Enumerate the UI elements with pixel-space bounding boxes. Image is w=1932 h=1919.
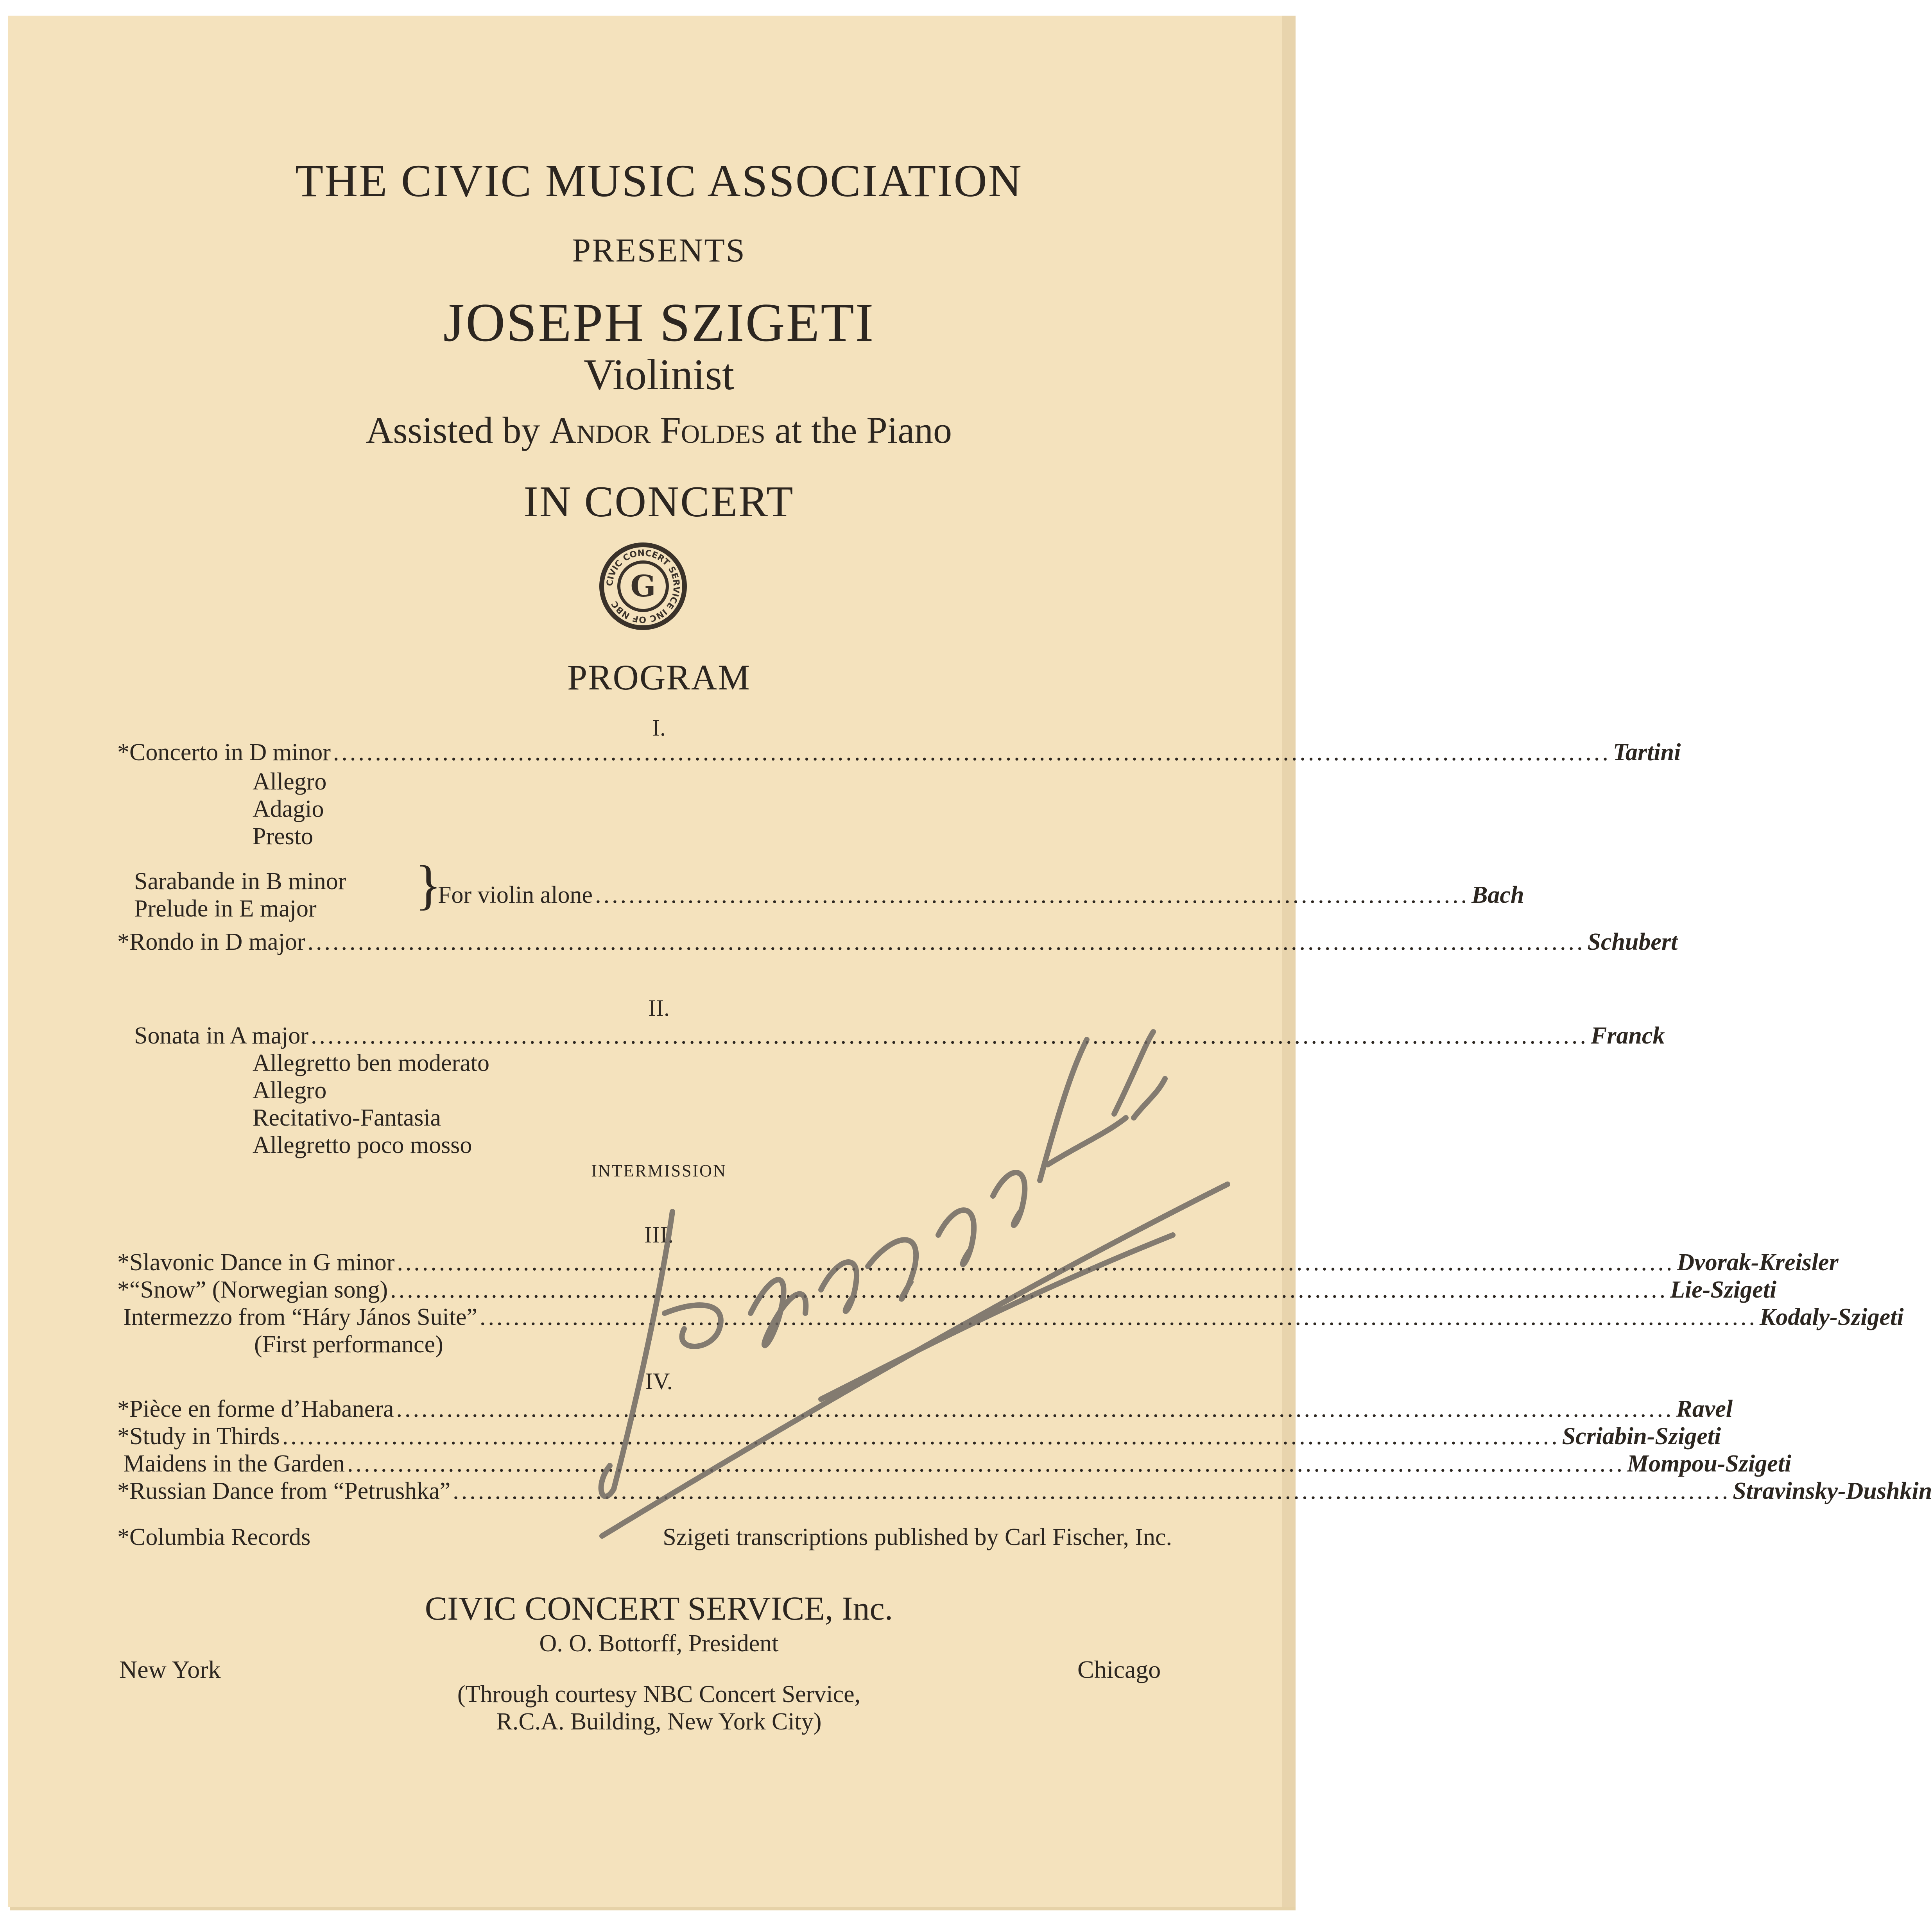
piece-title: *Pièce en forme d’Habanera (117, 1396, 394, 1422)
composer-name: Schubert (1587, 929, 1678, 955)
program-row-snow (117, 1276, 1777, 1304)
city-chicago: Chicago (1077, 1656, 1161, 1683)
piece-title-sarabande: Sarabande in B minor (134, 868, 346, 895)
movement-line: Presto (253, 823, 313, 850)
leader-dots: ........................................................................................................................................................ (307, 929, 1585, 955)
piece-title: Intermezzo from “Háry János Suite” (117, 1304, 478, 1330)
footnote-transcriptions: Szigeti transcriptions published by Carl Fischer, Inc. (663, 1524, 1172, 1550)
composer-name: Dvorak-Kreisler (1677, 1249, 1839, 1276)
composer-name: Franck (1591, 1022, 1665, 1049)
composer-name: Kodaly-Szigeti (1760, 1304, 1904, 1330)
seal-letter: G (630, 569, 656, 603)
piece-title: *Concerto in D minor (117, 739, 331, 766)
composer-name: Scriabin-Szigeti (1562, 1423, 1721, 1450)
leader-dots: ........................................................................................................ (595, 882, 1470, 908)
piece-title: *Slavonic Dance in G minor (117, 1249, 395, 1276)
seal-ring-text: CIVIC CONCERT SERVICE INC OF NBC (605, 548, 681, 625)
section-one-numeral: I. (652, 715, 666, 741)
program-heading: PROGRAM (567, 657, 751, 697)
piece-title: *“Snow” (Norwegian song) (117, 1276, 388, 1303)
program-row-habanera (117, 1395, 1733, 1423)
piece-title: Maidens in the Garden (117, 1450, 345, 1477)
movement-line: Adagio (253, 796, 324, 822)
movement-line: Allegro (253, 768, 327, 795)
program-row-study (117, 1423, 1721, 1451)
accompanist-name: Andor Foldes (549, 409, 765, 451)
section-four-numeral: IV. (645, 1368, 673, 1394)
leader-dots: ........................................................................................................................................................ (282, 1423, 1560, 1450)
piece-title: *Study in Thirds (117, 1423, 280, 1450)
service-title: CIVIC CONCERT SERVICE, Inc. (425, 1590, 893, 1627)
program-row-sonata (134, 1022, 1665, 1050)
presents-label: PRESENTS (572, 231, 746, 269)
section-two-numeral: II. (648, 995, 670, 1021)
piece-note: For violin alone (438, 882, 593, 908)
composer-name: Bach (1471, 882, 1524, 908)
brace-symbol: } (415, 855, 442, 915)
movement-line: Allegretto poco mosso (253, 1132, 472, 1158)
leader-dots: ........................................................................................................................................................ (453, 1478, 1731, 1504)
program-row-slavonic (117, 1249, 1839, 1277)
section-three-numeral: III. (644, 1222, 674, 1248)
program-row-russian (117, 1477, 1932, 1505)
piece-title: *Rondo in D major (117, 929, 305, 955)
program-row-maidens (117, 1450, 1792, 1478)
service-president: O. O. Bottorff, President (539, 1630, 779, 1657)
piece-note: (First performance) (254, 1331, 443, 1358)
composer-name: Stravinsky-Dushkin (1733, 1478, 1932, 1504)
leader-dots: ........................................................................................................................................................ (480, 1304, 1758, 1330)
composer-name: Tartini (1613, 739, 1681, 766)
leader-dots: ........................................................................................................................................................ (311, 1022, 1589, 1049)
in-concert-heading: IN CONCERT (523, 478, 794, 526)
intermission-label: INTERMISSION (591, 1161, 727, 1180)
piece-title: Sonata in A major (134, 1022, 309, 1049)
program-row-bach (438, 881, 1524, 909)
civic-concert-seal-logo (596, 539, 690, 633)
footnote-columbia: *Columbia Records (117, 1524, 311, 1550)
leader-dots: ........................................................................................................................................................ (333, 739, 1611, 766)
piece-title-prelude: Prelude in E major (134, 895, 317, 922)
leader-dots: ........................................................................................................................................................ (390, 1276, 1668, 1303)
composer-name: Mompou-Szigeti (1627, 1450, 1792, 1477)
artist-name: JOSEPH SZIGETI (443, 292, 875, 353)
composer-name: Lie-Szigeti (1670, 1276, 1777, 1303)
courtesy-line-2: R.C.A. Building, New York City) (496, 1708, 822, 1735)
movement-line: Allegretto ben moderato (253, 1050, 490, 1076)
composer-name: Ravel (1676, 1396, 1733, 1422)
program-row-concerto (117, 739, 1681, 767)
city-new-york: New York (119, 1656, 221, 1683)
assisted-suffix: at the Piano (765, 409, 952, 451)
artist-role: Violinist (583, 351, 735, 399)
association-title: THE CIVIC MUSIC ASSOCIATION (295, 155, 1023, 206)
leader-dots: ........................................................................................................................................................ (397, 1249, 1675, 1276)
program-row-intermezzo (117, 1303, 1904, 1332)
program-row-rondo (117, 928, 1678, 956)
assisted-line (0, 408, 1318, 452)
courtesy-line-1: (Through courtesy NBC Concert Service, (457, 1681, 861, 1708)
leader-dots: ........................................................................................................................................................ (347, 1450, 1625, 1477)
movement-line: Recitativo-Fantasia (253, 1104, 441, 1131)
assisted-prefix: Assisted by (366, 409, 550, 451)
leader-dots: ........................................................................................................................................................ (396, 1396, 1674, 1422)
movement-line: Allegro (253, 1077, 327, 1104)
piece-title: *Russian Dance from “Petrushka” (117, 1478, 451, 1504)
